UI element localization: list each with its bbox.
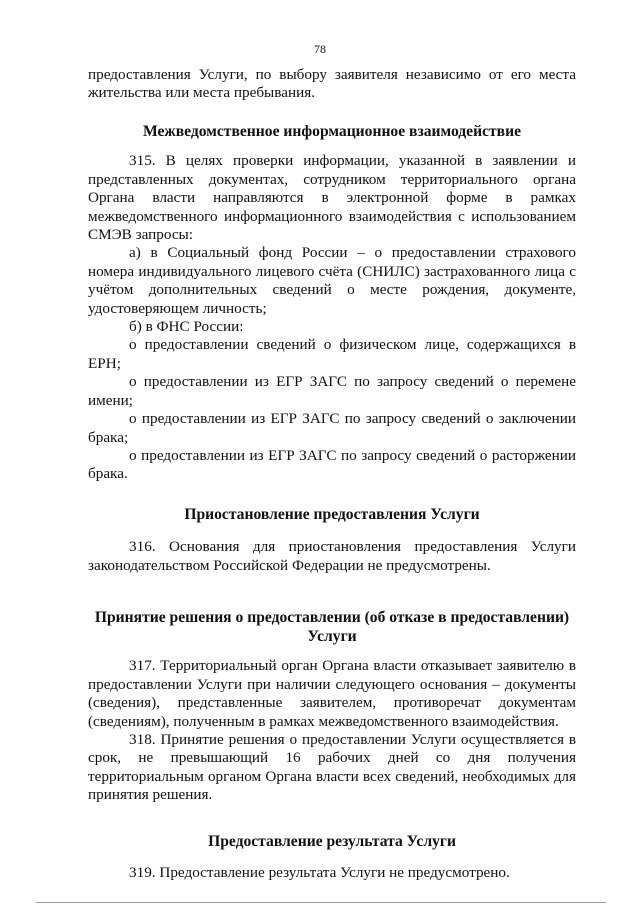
paragraph-319: 319. Предоставление результата Услуги не предусмотрено. [129, 864, 510, 882]
paragraph-315-a: а) в Социальный фонд России – о предоставлении страхового номера индивидуального лицевого счёта (СНИЛС) застрахованного лица с учётом дополнительных сведений о месте рождения, документе, удостоверяющем личность; [88, 244, 576, 317]
intro-paragraph: предоставления Услуги, по выбору заявителя независимо от его места жительства или места пребывания. [88, 66, 576, 102]
paragraph-315-b-item-2: о предоставлении из ЕГР ЗАГС по запросу сведений о перемене имени; [88, 373, 576, 409]
paragraph-318: 318. Принятие решения о предоставлении Услуги осуществляется в срок, не превышающий 16 рабочих дней со дня получения территориальным органом Органа власти всех сведений, необходимых для принятия решения. [88, 730, 576, 804]
heading-decision [88, 609, 576, 646]
heading-decision-line-2: Услуги [307, 627, 357, 645]
paragraph-316: 316. Основания для приостановления предоставления Услуги законодательством Российской Федерации не предусмотрены. [88, 538, 576, 574]
heading-suspension: Приостановление предоставления Услуги [184, 505, 480, 523]
scan-edge-line [36, 902, 606, 903]
heading-result: Предоставление результата Услуги [208, 832, 456, 850]
page-number: 78 [314, 42, 326, 56]
paragraph-315-b-item-3: о предоставлении из ЕГР ЗАГС по запросу сведений о заключении брака; [88, 410, 576, 446]
paragraph-317: 317. Территориальный орган Органа власти отказывает заявителю в предоставлении Услуги при наличии следующего основания – документы (сведения), представленные заявителем, противоречат документам (сведениям), полученным в рамках межведомственного взаимодействия. [88, 657, 576, 730]
paragraph-315-b-item-4: о предоставлении из ЕГР ЗАГС по запросу сведений о расторжении брака. [88, 446, 576, 483]
paragraph-315-b: б) в ФНС России: [129, 318, 244, 336]
paragraph-315-b-item-1: о предоставлении сведений о физическом лице, содержащихся в ЕРН; [88, 336, 576, 372]
paragraph-315: 315. В целях проверки информации, указанной в заявлении и представленных документах, сотрудником территориального органа Органа власти направляются в электронной форме в рамках межведомственного информационного взаимодействия с использованием СМЭВ запросы: [88, 152, 576, 244]
document-body [88, 66, 576, 883]
heading-interagency-interaction: Межведомственное информационное взаимодействие [143, 122, 521, 140]
heading-decision-line-1: Принятие решения о предоставлении (об отказе в предоставлении) [94, 609, 570, 627]
